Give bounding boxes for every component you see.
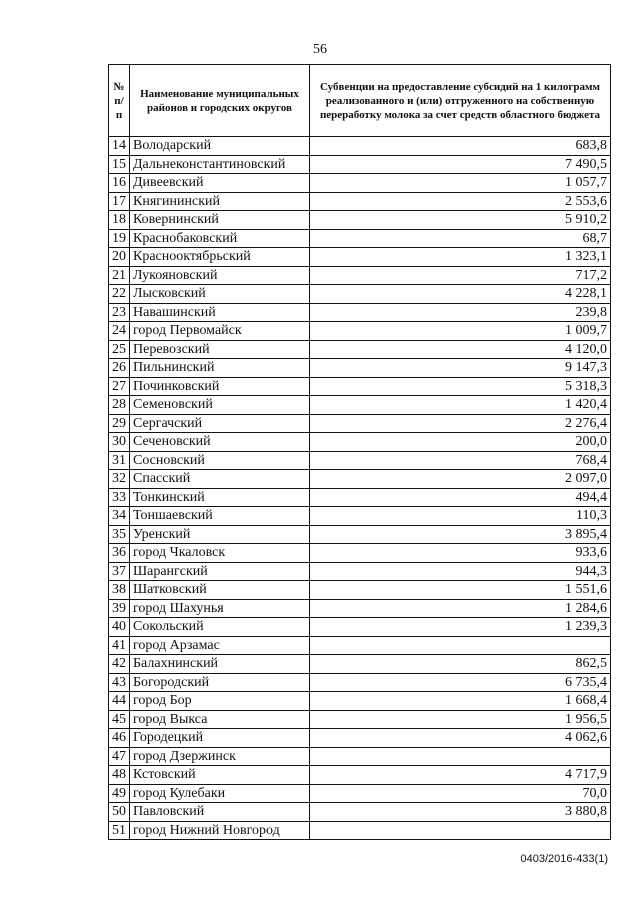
subsidy-value-cell: 1 284,6 (310, 599, 611, 618)
table-row (109, 414, 611, 433)
row-number-cell: 16 (109, 174, 130, 193)
table-row (109, 488, 611, 507)
district-name-cell: Тоншаевский (130, 507, 310, 526)
subsidy-value-cell: 768,4 (310, 451, 611, 470)
table-row (109, 396, 611, 415)
table-row (109, 192, 611, 211)
district-name-cell: Спасский (130, 470, 310, 489)
row-number-cell: 18 (109, 211, 130, 230)
district-name-cell: Павловский (130, 803, 310, 822)
subsidy-value-cell: 1 009,7 (310, 322, 611, 341)
row-number-cell: 42 (109, 655, 130, 674)
row-number-cell: 43 (109, 673, 130, 692)
table-row (109, 340, 611, 359)
district-name-cell: город Арзамас (130, 636, 310, 655)
district-name-cell: Лукояновский (130, 266, 310, 285)
table-row (109, 470, 611, 489)
district-name-cell: город Выкса (130, 710, 310, 729)
subsidy-value-cell: 4 062,6 (310, 729, 611, 748)
row-number-cell: 14 (109, 137, 130, 156)
subsidy-value-cell: 494,4 (310, 488, 611, 507)
subsidy-value-cell: 2 553,6 (310, 192, 611, 211)
row-number-cell: 50 (109, 803, 130, 822)
district-name-cell: Княгининский (130, 192, 310, 211)
subsidy-value-cell: 1 420,4 (310, 396, 611, 415)
table-row (109, 821, 611, 840)
district-name-cell: город Чкаловск (130, 544, 310, 563)
district-name-cell: Кстовский (130, 766, 310, 785)
row-number-cell: 32 (109, 470, 130, 489)
district-name-cell: Ковернинский (130, 211, 310, 230)
row-number-cell: 20 (109, 248, 130, 267)
row-number-cell: 21 (109, 266, 130, 285)
district-name-cell: Балахнинский (130, 655, 310, 674)
subsidy-value-cell (310, 821, 611, 840)
subsidy-value-cell: 717,2 (310, 266, 611, 285)
district-name-cell: Сергачский (130, 414, 310, 433)
row-number-cell: 15 (109, 155, 130, 174)
row-number-cell: 27 (109, 377, 130, 396)
row-number-cell: 35 (109, 525, 130, 544)
district-name-cell: город Нижний Новгород (130, 821, 310, 840)
table-row (109, 322, 611, 341)
table-row (109, 211, 611, 230)
subsidy-value-cell: 5 910,2 (310, 211, 611, 230)
row-number-cell: 40 (109, 618, 130, 637)
row-number-cell: 45 (109, 710, 130, 729)
subsidy-value-cell (310, 636, 611, 655)
table-row (109, 174, 611, 193)
table-row (109, 581, 611, 600)
row-number-cell: 26 (109, 359, 130, 378)
district-name-cell: Лысковский (130, 285, 310, 304)
subsidy-value-cell: 1 323,1 (310, 248, 611, 267)
table-row (109, 673, 611, 692)
table-row (109, 710, 611, 729)
district-name-cell: Шарангский (130, 562, 310, 581)
table-row (109, 655, 611, 674)
table-row (109, 359, 611, 378)
table-row (109, 803, 611, 822)
subsidy-value-cell: 3 895,4 (310, 525, 611, 544)
subsidy-value-cell: 944,3 (310, 562, 611, 581)
district-name-cell: Городецкий (130, 729, 310, 748)
table-body (109, 137, 611, 840)
district-name-cell: Сокольский (130, 618, 310, 637)
district-name-cell: Тонкинский (130, 488, 310, 507)
district-name-cell: город Кулебаки (130, 784, 310, 803)
subsidy-value-cell: 862,5 (310, 655, 611, 674)
row-number-cell: 47 (109, 747, 130, 766)
table-row (109, 544, 611, 563)
subsidy-value-cell: 2 276,4 (310, 414, 611, 433)
row-number-cell: 44 (109, 692, 130, 711)
row-number-cell: 51 (109, 821, 130, 840)
district-name-cell: Дальнеконстантиновский (130, 155, 310, 174)
subsidy-value-cell: 5 318,3 (310, 377, 611, 396)
row-number-cell: 31 (109, 451, 130, 470)
subsidy-value-cell (310, 747, 611, 766)
subsidy-value-cell: 4 228,1 (310, 285, 611, 304)
district-name-cell: Навашинский (130, 303, 310, 322)
subsidy-value-cell: 68,7 (310, 229, 611, 248)
subsidy-value-cell: 683,8 (310, 137, 611, 156)
row-number-cell: 17 (109, 192, 130, 211)
table-row (109, 525, 611, 544)
subsidy-value-cell: 4 120,0 (310, 340, 611, 359)
table-row (109, 285, 611, 304)
table-row (109, 137, 611, 156)
row-number-cell: 39 (109, 599, 130, 618)
row-number-cell: 22 (109, 285, 130, 304)
subsidy-value-cell: 933,6 (310, 544, 611, 563)
district-name-cell: Дивеевский (130, 174, 310, 193)
row-number-cell: 49 (109, 784, 130, 803)
row-number-cell: 33 (109, 488, 130, 507)
table-row (109, 784, 611, 803)
table-header-row (109, 65, 611, 137)
row-number-cell: 24 (109, 322, 130, 341)
table-row (109, 599, 611, 618)
district-name-cell: Уренский (130, 525, 310, 544)
district-name-cell: Сосновский (130, 451, 310, 470)
district-name-cell: Богородский (130, 673, 310, 692)
district-name-cell: город Бор (130, 692, 310, 711)
row-number-cell: 30 (109, 433, 130, 452)
table-row (109, 303, 611, 322)
table-row (109, 155, 611, 174)
row-number-cell: 29 (109, 414, 130, 433)
row-number-cell: 25 (109, 340, 130, 359)
subsidy-table (108, 64, 611, 840)
table-row (109, 562, 611, 581)
table-row (109, 451, 611, 470)
table-row (109, 636, 611, 655)
table-row (109, 766, 611, 785)
page-number: 56 (313, 42, 327, 57)
row-number-cell: 19 (109, 229, 130, 248)
district-name-cell: город Дзержинск (130, 747, 310, 766)
subsidy-value-cell: 1 239,3 (310, 618, 611, 637)
subsidy-value-cell: 110,3 (310, 507, 611, 526)
row-number-cell: 34 (109, 507, 130, 526)
table-row (109, 377, 611, 396)
row-number-cell: 37 (109, 562, 130, 581)
header-name: Наименование муниципальных районов и городских округов (130, 65, 310, 137)
table-row (109, 618, 611, 637)
subsidy-value-cell: 3 880,8 (310, 803, 611, 822)
district-name-cell: Пильнинский (130, 359, 310, 378)
subsidy-value-cell: 2 097,0 (310, 470, 611, 489)
district-name-cell: Володарский (130, 137, 310, 156)
row-number-cell: 28 (109, 396, 130, 415)
header-value: Субвенции на предоставление субсидий на 1 килограмм реализованного и (или) отгруженного на собственную переработку молока за счет средств областного бюджета (310, 65, 611, 137)
table-row (109, 248, 611, 267)
district-name-cell: город Первомайск (130, 322, 310, 341)
row-number-cell: 41 (109, 636, 130, 655)
district-name-cell: Сеченовский (130, 433, 310, 452)
district-name-cell: Перевозский (130, 340, 310, 359)
table-row (109, 692, 611, 711)
district-name-cell: город Шахунья (130, 599, 310, 618)
subsidy-value-cell: 239,8 (310, 303, 611, 322)
table-row (109, 266, 611, 285)
table-row (109, 729, 611, 748)
subsidy-value-cell: 6 735,4 (310, 673, 611, 692)
header-number: № п/п (109, 65, 130, 137)
district-name-cell: Шатковский (130, 581, 310, 600)
table-row (109, 229, 611, 248)
district-name-cell: Семеновский (130, 396, 310, 415)
document-code: 0403/2016-433(1) (520, 853, 608, 865)
district-name-cell: Краснобаковский (130, 229, 310, 248)
table-row (109, 507, 611, 526)
district-name-cell: Краснооктябрьский (130, 248, 310, 267)
subsidy-value-cell: 7 490,5 (310, 155, 611, 174)
district-name-cell: Починковский (130, 377, 310, 396)
row-number-cell: 48 (109, 766, 130, 785)
subsidy-value-cell: 70,0 (310, 784, 611, 803)
subsidy-value-cell: 1 668,4 (310, 692, 611, 711)
subsidy-value-cell: 1 057,7 (310, 174, 611, 193)
row-number-cell: 46 (109, 729, 130, 748)
row-number-cell: 36 (109, 544, 130, 563)
subsidy-value-cell: 1 956,5 (310, 710, 611, 729)
subsidy-value-cell: 4 717,9 (310, 766, 611, 785)
subsidy-value-cell: 1 551,6 (310, 581, 611, 600)
row-number-cell: 38 (109, 581, 130, 600)
table-row (109, 747, 611, 766)
subsidy-value-cell: 200,0 (310, 433, 611, 452)
row-number-cell: 23 (109, 303, 130, 322)
subsidy-value-cell: 9 147,3 (310, 359, 611, 378)
table-row (109, 433, 611, 452)
